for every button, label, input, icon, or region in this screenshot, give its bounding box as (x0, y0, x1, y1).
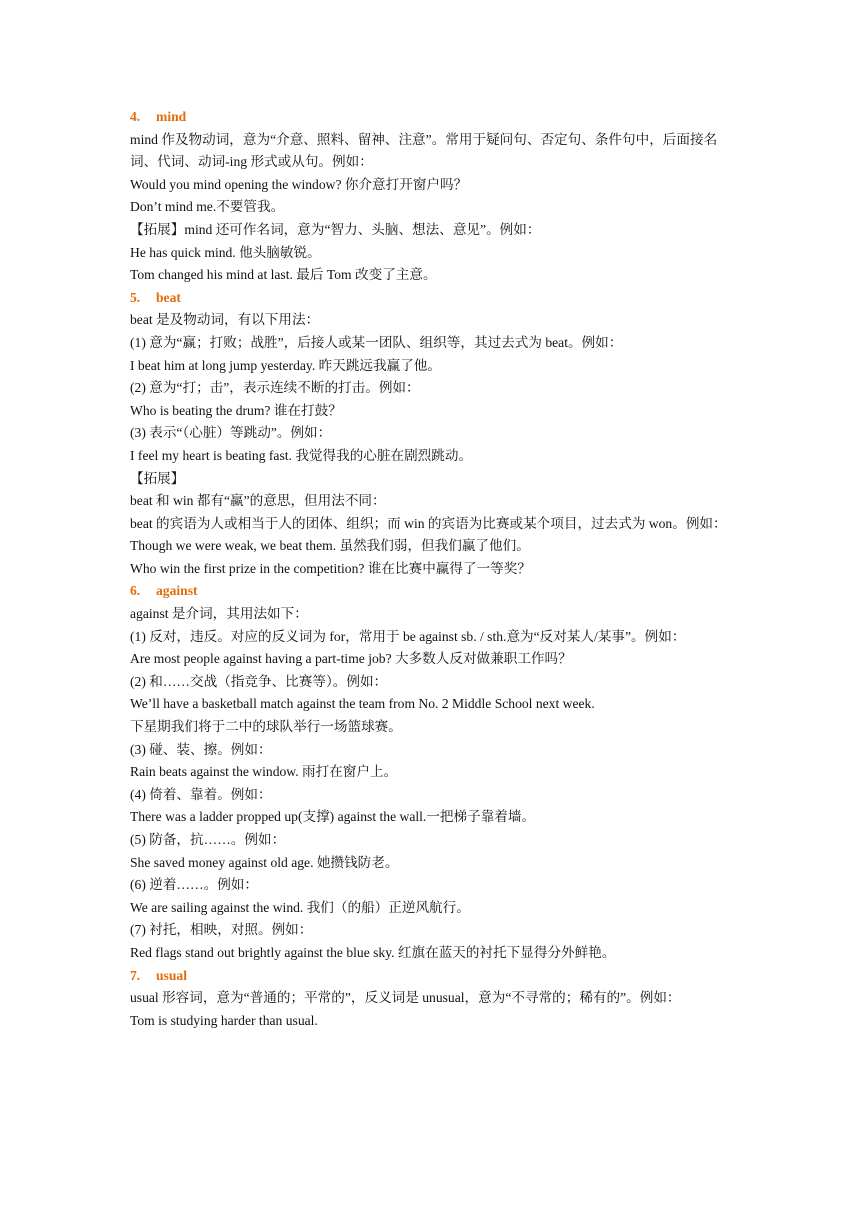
section-word: against (156, 583, 198, 599)
text-line: I beat him at long jump yesterday. 昨天跳远我赢了他。 (130, 357, 441, 373)
text-line: mind 作及物动词，意为“介意、照料、留神、注意”。常用于疑问句、否定句、条件句中，后面接名词、代词、动词-ing 形式或从句。例如： (130, 131, 718, 170)
text-line: Tom is studying harder than usual. (130, 1012, 318, 1028)
section-word: usual (156, 967, 187, 983)
text-line: Would you mind opening the window? 你介意打开窗户吗？ (130, 176, 468, 192)
text-line: We are sailing against the wind. 我们（的船）正逆风航行。 (130, 899, 470, 915)
text-line: (1) 意为“赢；打败；战胜”，后接人或某一团队、组织等，其过去式为 beat。例如： (130, 334, 623, 350)
text-line: We’ll have a basketball match against the team from No. 2 Middle School next week. (130, 696, 595, 712)
text-line: Rain beats against the window. 雨打在窗户上。 (130, 764, 398, 780)
text-line: usual 形容词，意为“普通的；平常的”，反义词是 unusual，意为“不寻常的；稀有的”。例如： (130, 990, 681, 1006)
text-line: Don’t mind me.不要管我。 (130, 199, 285, 215)
section-number: 4. (130, 109, 141, 124)
text-line: Though we were weak, we beat them. 虽然我们弱，但我们赢了他们。 (130, 538, 530, 554)
section-heading (130, 106, 740, 129)
section-heading (130, 580, 740, 603)
text-line: Who win the first prize in the competition? 谁在比赛中赢得了一等奖？ (130, 560, 531, 576)
section-number: 7. (130, 967, 141, 983)
text-line: (1) 反对，违反。对应的反义词为 for，常用于 be against sb. / sth.意为“反对某人/某事”。例如： (130, 628, 686, 644)
text-line: Who is beating the drum? 谁在打鼓？ (130, 402, 342, 418)
text-line: She saved money against old age. 她攒钱防老。 (130, 854, 399, 870)
text-line: Red flags stand out brightly against the blue sky. 红旗在蓝天的衬托下显得分外鲜艳。 (130, 944, 616, 960)
text-line: (3) 表示“（心脏）等跳动”。例如： (130, 425, 332, 441)
text-line: Are most people against having a part-time job? 大多数人反对做兼职工作吗？ (130, 651, 572, 667)
text-line: He has quick mind. 他头脑敏锐。 (130, 244, 321, 260)
section-heading (130, 287, 740, 310)
text-line: (2) 意为“打；击”，表示连续不断的打击。例如： (130, 380, 420, 396)
document-page (130, 106, 740, 1032)
section-heading (130, 965, 740, 988)
section-number: 6. (130, 583, 141, 599)
text-line: (7) 衬托，相映，对照。例如： (130, 922, 313, 938)
text-line: (2) 和……交战（指竞争、比赛等）。例如： (130, 673, 388, 689)
text-line: against 是介词，其用法如下： (130, 606, 308, 622)
text-line: 【拓展】 (130, 470, 185, 486)
text-line: (6) 逆着……。例如： (130, 877, 258, 893)
section-word: beat (156, 289, 181, 305)
text-line: I feel my heart is beating fast. 我觉得我的心脏在剧烈跳动。 (130, 447, 473, 463)
text-line: beat 的宾语为人或相当于人的团体、组织；而 win 的宾语为比赛或某个项目，过去式为 won。例如： (130, 515, 727, 531)
text-line: (5) 防备，抗……。例如： (130, 832, 286, 847)
text-line: 下星期我们将于二中的球队举行一场篮球赛。 (130, 719, 402, 735)
text-line: There was a ladder propped up(支撑) against the wall.一把梯子靠着墙。 (130, 809, 536, 825)
text-line: beat 和 win 都有“赢”的意思，但用法不同： (130, 493, 386, 509)
section-number: 5. (130, 289, 141, 305)
text-line: (4) 倚着、靠着。例如： (130, 786, 272, 802)
section-word: mind (156, 109, 187, 124)
text-line: (3) 碰、装、擦。例如： (130, 741, 272, 757)
text-line: beat 是及物动词，有以下用法： (130, 312, 320, 328)
text-line: Tom changed his mind at last. 最后 Tom 改变了主意。 (130, 267, 437, 283)
text-line: 【拓展】mind 还可作名词，意为“智力、头脑、想法、意见”。例如： (130, 221, 541, 237)
